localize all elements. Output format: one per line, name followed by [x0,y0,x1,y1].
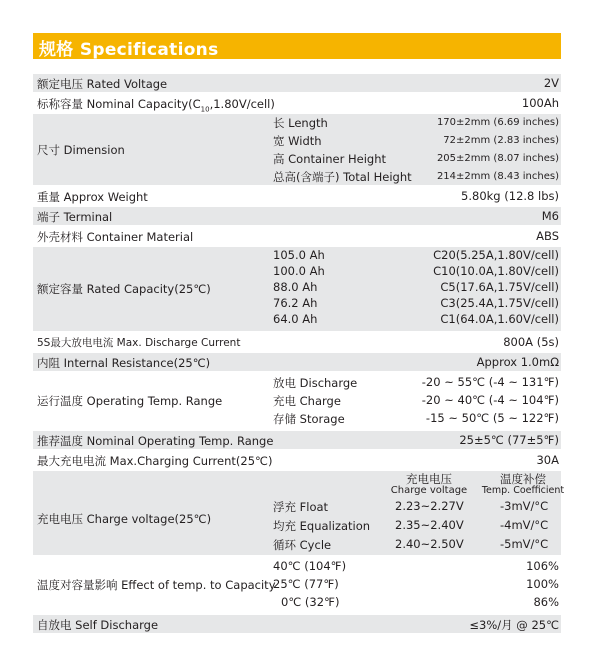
row-value: M6 [541,209,559,223]
row-label: 外壳材料 Container Material [37,230,194,244]
dimension-item-value: 214±2mm (8.43 inches) [436,171,559,182]
row-value: 100Ah [521,96,559,110]
header-cn: 温度补偿 [500,472,546,486]
temp-item-name: 存储 Storage [273,412,345,426]
row-rated-voltage [33,74,561,94]
header-en: Temp. Coefficient [481,485,565,496]
capacity-item-value: C1(64.0A,1.60V/cell) [440,312,559,326]
temp-item-value: -20 ~ 40℃ (-4 ~ 104℉) [421,393,559,407]
temp-effect-name: 25℃ (77℉) [273,577,339,591]
row-label: 自放电 Self Discharge [37,618,159,632]
temp-coefficient-value: -3mV/°C [500,499,549,513]
dimension-item-value: 72±2mm (2.83 inches) [443,135,559,146]
voltage-column-header [389,473,469,497]
charge-voltage-value: 2.35~2.40V [395,518,464,532]
row-value: Approx 1.0mΩ [476,355,559,369]
temp-effect-value: 106% [526,559,559,573]
row-label: 尺寸 Dimension [37,143,125,157]
row-value: 5.80kg (12.8 lbs) [461,189,559,203]
row-label: 内阻 Internal Resistance(25℃) [37,356,211,370]
temp-coefficient-value: -5mV/°C [500,537,549,551]
row-internal-resistance [33,353,561,373]
row-max-charging-current [33,451,561,471]
row-value: 800A (5s) [503,335,559,349]
charge-voltage-value: 2.23~2.27V [395,499,464,513]
label-part: ,1.80V/cell) [209,97,275,111]
row-label: 额定容量 Rated Capacity(25℃) [37,282,211,296]
capacity-item-name: 100.0 Ah [273,264,325,278]
row-dimension [33,114,561,187]
row-terminal [33,207,561,227]
dimension-item-name: 宽 Width [273,134,322,148]
row-rated-capacity [33,247,561,333]
capacity-item-name: 105.0 Ah [273,248,325,262]
row-weight [33,187,561,207]
charge-mode-name: 循环 Cycle [273,538,332,552]
row-label [37,96,275,113]
capacity-item-value: C5(17.6A,1.75V/cell) [440,280,559,294]
row-max-discharge [33,333,561,353]
dimension-item-name: 长 Length [273,116,328,130]
header-en: Charge voltage [390,485,468,496]
row-label: 充电电压 Charge voltage(25℃) [37,512,212,526]
row-self-discharge [33,615,561,633]
row-label: 运行温度 Operating Temp. Range [37,394,223,408]
temp-item-value: -15 ~ 50℃ (5 ~ 122℉) [425,411,559,425]
row-nominal-capacity [33,94,561,114]
charge-voltage-value: 2.40~2.50V [395,537,464,551]
row-value: ≤3%/月 @ 25℃ [469,618,559,632]
row-label: 端子 Terminal [37,210,113,224]
label-subscript: 10 [200,105,210,114]
temp-effect-value: 86% [533,595,559,609]
label-part: 标称容量 Nominal Capacity(C [37,97,201,111]
capacity-item-name: 76.2 Ah [273,296,318,310]
capacity-item-value: C3(25.4A,1.75V/cell) [440,296,559,310]
row-charge-voltage [33,471,565,557]
row-operating-temp [33,373,561,431]
capacity-item-value: C20(5.25A,1.80V/cell) [433,248,559,262]
temp-item-name: 充电 Charge [273,394,341,408]
row-value: 30A [536,453,559,467]
row-value: 2V [543,76,559,90]
row-nominal-operating-temp [33,431,561,451]
row-value: ABS [536,229,559,243]
dimension-item-value: 170±2mm (6.69 inches) [436,117,559,128]
temp-effect-name: 40℃ (104℉) [273,559,347,573]
temp-effect-value: 100% [526,577,559,591]
row-label: 额定电压 Rated Voltage [37,77,168,91]
coefficient-column-header [473,473,573,497]
capacity-item-name: 64.0 Ah [273,312,318,326]
spec-table [33,74,565,633]
row-label: 最大充电电流 Max.Charging Current(25℃) [37,454,273,468]
charge-mode-name: 浮充 Float [273,500,329,514]
capacity-item-name: 88.0 Ah [273,280,318,294]
dimension-item-name: 高 Container Height [273,152,387,166]
temp-coefficient-value: -4mV/°C [500,518,549,532]
row-container-material [33,227,561,247]
row-temp-effect [33,557,561,615]
page-title: 规格 Specifications [39,40,219,60]
dimension-item-value: 205±2mm (8.07 inches) [436,153,559,164]
temp-item-name: 放电 Discharge [273,376,358,390]
row-label: 重量 Approx Weight [37,190,148,204]
capacity-item-value: C10(10.0A,1.80V/cell) [433,264,559,278]
header-cn: 充电电压 [406,472,452,486]
dimension-item-name: 总高(含端子) Total Height [273,170,412,184]
row-label: 温度对容量影响 Effect of temp. to Capacity [37,578,276,592]
row-label: 推荐温度 Nominal Operating Temp. Range [37,434,274,448]
temp-item-value: -20 ~ 55℃ (-4 ~ 131℉) [421,375,559,389]
row-value: 25±5℃ (77±5℉) [459,433,559,447]
title-banner [33,33,561,59]
row-label: 5S最大放电电流 Max. Discharge Current [37,337,241,349]
temp-effect-name: 0℃ (32℉) [281,595,340,609]
charge-mode-name: 均充 Equalization [273,519,371,533]
